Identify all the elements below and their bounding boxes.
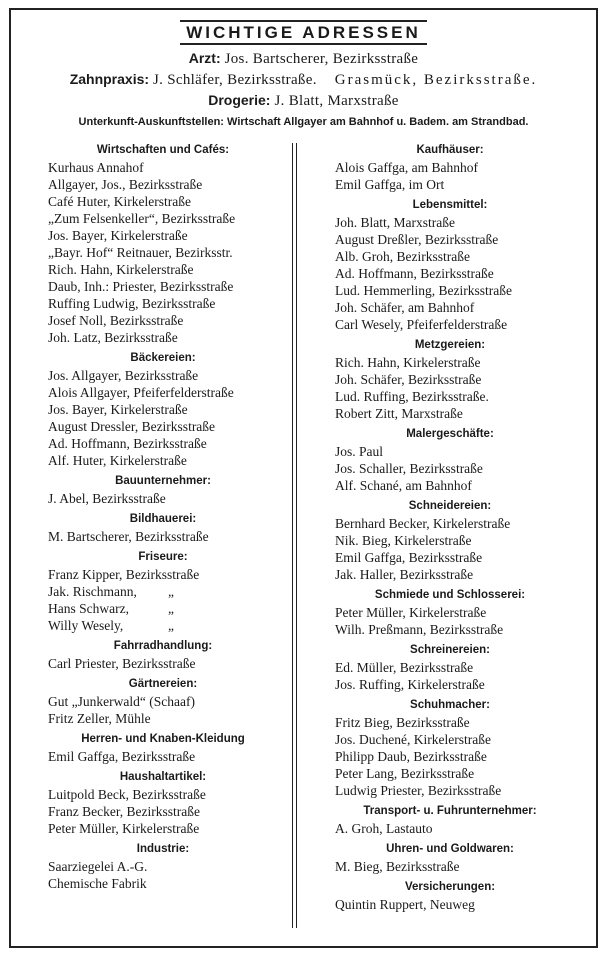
column-divider-right [296,143,297,928]
section-wirtschaften-und-caf-s [48,142,278,346]
entry-line: Ruffing Ludwig, Bezirksstraße [48,296,216,311]
entry-line: Nik. Bieg, Kirkelerstraße [335,533,472,548]
entry-line: Jos. Bayer, Kirkelerstraße [48,402,188,417]
section-schuhmacher [335,697,565,799]
entry-line: Carl Wesely, Pfeiferfelderstraße [335,317,508,332]
section-heading: Metzgereien: [414,339,486,351]
entry-line: „Bayr. Hof“ Reitnauer, Bezirksstr. [48,245,233,260]
section-heading: Uhren- und Goldwaren: [386,843,514,855]
ditto-mark: „ [168,601,174,616]
section-industrie [48,841,278,892]
entry-line: Peter Lang, Bezirksstraße [335,766,475,781]
entry-line: Joh. Schäfer, am Bahnhof [335,300,475,315]
entry-line: Lud. Ruffing, Bezirksstraße. [335,389,489,404]
entry-line: Jos. Duchené, Kirkelerstraße [335,732,491,747]
section-heading: Wirtschaften und Cafés: [96,144,230,156]
section-bildhauerei [48,511,278,545]
section-heading: Schuhmacher: [410,699,490,711]
entry-line: Emil Gaffga, im Ort [335,177,445,192]
entry-line: Carl Priester, Bezirksstraße [48,656,196,671]
section-versicherungen [335,879,565,913]
section-schneidereien [335,498,565,583]
section-heading: Malergeschäfte: [406,428,494,440]
arzt-line [0,50,607,68]
entry-line: Alf. Schané, am Bahnhof [335,478,472,493]
section-heading: Gärtnereien: [128,678,198,690]
entry-line: Lud. Hemmerling, Bezirksstraße [335,283,512,298]
section-heading: Bildhauerei: [129,513,197,525]
entry-line: M. Bartscherer, Bezirksstraße [48,529,209,544]
section-heading: Fahrradhandlung: [113,640,213,652]
entry-line: Joh. Blatt, Marxstraße [335,215,455,230]
entry-line: Ad. Hoffmann, Bezirksstraße [335,266,494,281]
entry-line: Chemische Fabrik [48,876,147,891]
section-fahrradhandlung [48,638,278,672]
entry-line: Saarziegelei A.-G. [48,859,148,874]
entry-line: „Zum Felsenkeller“, Bezirksstraße [48,211,236,226]
entry-line: A. Groh, Lastauto [335,821,433,836]
entry-line: Allgayer, Jos., Bezirksstraße [48,177,203,192]
zahnpraxis-value-2: Grasmück, Bezirksstraße. [334,72,538,88]
section-heading: Bauunternehmer: [115,475,211,487]
drogerie-line [0,92,607,110]
entry-line: Rich. Hahn, Kirkelerstraße [48,262,194,277]
entry-name: Jak. Rischmann, [48,584,137,599]
section-heading: Bäckereien: [130,352,196,364]
entry-line: Ludwig Priester, Bezirksstraße [335,783,502,798]
column-divider-left [292,143,293,928]
entry-line: Wilh. Preßmann, Bezirksstraße [335,622,504,637]
section-lebensmittel [335,197,565,333]
entry-line: Luitpold Beck, Bezirksstraße [48,787,206,802]
section-heading: Schmiede und Schlosserei: [374,589,526,601]
section-gärtnereien [48,676,278,727]
section-heading: Kaufhäuser: [416,144,484,156]
drogerie-label: Drogerie: [208,92,271,108]
entry-line: August Dressler, Bezirksstraße [48,419,216,434]
entry-line: Fritz Bieg, Bezirksstraße [335,715,470,730]
entry-line: Jak. Haller, Bezirksstraße [335,567,474,582]
entry-line: Peter Müller, Kirkelerstraße [335,605,487,620]
section-heading: Schreinereien: [410,644,490,656]
entry-line: August Dreßler, Bezirksstraße [335,232,499,247]
left-column [48,142,278,892]
section-bauunternehmer [48,473,278,507]
section-heading: Transport- u. Fuhrunternehmer: [363,805,537,817]
entry-line: Josef Noll, Bezirksstraße [48,313,184,328]
ditto-mark: „ [168,584,174,599]
section-metzgereien [335,337,565,422]
section-uhren-und-goldwaren [335,841,565,875]
page-title: WICHTIGE ADRESSEN [180,20,427,45]
entry-line-ditto [48,600,278,617]
entry-name: Hans Schwarz, [48,601,129,616]
entry-line: Emil Gaffga, Bezirksstraße [48,749,196,764]
entry-line: Emil Gaffga, Bezirksstraße [335,550,483,565]
entry-line: Alois Allgayer, Pfeiferfelderstraße [48,385,234,400]
zahnpraxis-value-1: J. Schläfer, Bezirksstraße. [153,72,317,88]
entry-name: Willy Wesely, [48,618,124,633]
section-heading: Lebensmittel: [412,199,488,211]
zahnpraxis-line [0,71,607,89]
entry-line: Jos. Ruffing, Kirkelerstraße [335,677,485,692]
entry-line: Joh. Schäfer, Bezirksstraße [335,372,482,387]
arzt-value: Jos. Bartscherer, Bezirksstraße [224,51,419,67]
section-transport-u-fuhrunternehmer [335,803,565,837]
zahnpraxis-label: Zahnpraxis: [69,71,150,87]
entry-line-ditto [48,583,278,600]
entry-line: Café Huter, Kirkelerstraße [48,194,192,209]
entry-line: Alb. Groh, Bezirksstraße [335,249,470,264]
section-heading: Industrie: [136,843,190,855]
entry-line: Alf. Huter, Kirkelerstraße [48,453,187,468]
entry-line: Quintin Ruppert, Neuweg [335,897,475,912]
section-heading: Haushaltartikel: [119,771,207,783]
section-heading: Schneidereien: [408,500,492,512]
section-haushaltartikel [48,769,278,837]
entry-line: Bernhard Becker, Kirkelerstraße [335,516,511,531]
arzt-label: Arzt: [188,50,221,66]
entry-line: M. Bieg, Bezirksstraße [335,859,460,874]
entry-line: Ad. Hoffmann, Bezirksstraße [48,436,207,451]
entry-line: Gut „Junkerwald“ (Schaaf) [48,694,195,709]
entry-line: Peter Müller, Kirkelerstraße [48,821,200,836]
entry-line: Joh. Latz, Bezirksstraße [48,330,178,345]
section-herren-und-knaben-kleidung [48,731,278,765]
entry-line: Philipp Daub, Bezirksstraße [335,749,487,764]
section-schreinereien [335,642,565,693]
section-heading: Friseure: [138,551,188,563]
entry-line: Jos. Schaller, Bezirksstraße [335,461,483,476]
entry-line: Franz Becker, Bezirksstraße [48,804,201,819]
section-schmiede-und-schlosserei [335,587,565,638]
section-kaufhäuser [335,142,565,193]
section-bäckereien [48,350,278,469]
section-heading: Herren- und Knaben-Kleidung [81,733,245,745]
entry-line: Ed. Müller, Bezirksstraße [335,660,474,675]
section-malergeschäfte [335,426,565,494]
entry-line: Kurhaus Annahof [48,160,144,175]
section-friseure [48,549,278,634]
unterkunft-line: Unterkunft-Auskunftstellen: Wirtschaft Allgayer am Bahnhof u. Badem. am Strandbad. [78,116,529,128]
entry-line: Jos. Paul [335,444,384,459]
entry-line: J. Abel, Bezirksstraße [48,491,166,506]
ditto-mark: „ [168,618,174,633]
entry-line: Jos. Allgayer, Bezirksstraße [48,368,199,383]
entry-line: Daub, Inh.: Priester, Bezirksstraße [48,279,234,294]
entry-line: Robert Zitt, Marxstraße [335,406,463,421]
section-heading: Versicherungen: [404,881,496,893]
entry-line: Jos. Bayer, Kirkelerstraße [48,228,188,243]
right-column [335,142,565,913]
drogerie-value: J. Blatt, Marxstraße [274,93,399,109]
entry-line: Rich. Hahn, Kirkelerstraße [335,355,481,370]
entry-line: Fritz Zeller, Mühle [48,711,151,726]
entry-line-ditto [48,617,278,634]
entry-line: Franz Kipper, Bezirksstraße [48,567,200,582]
entry-line: Alois Gaffga, am Bahnhof [335,160,478,175]
title-block [0,20,607,45]
